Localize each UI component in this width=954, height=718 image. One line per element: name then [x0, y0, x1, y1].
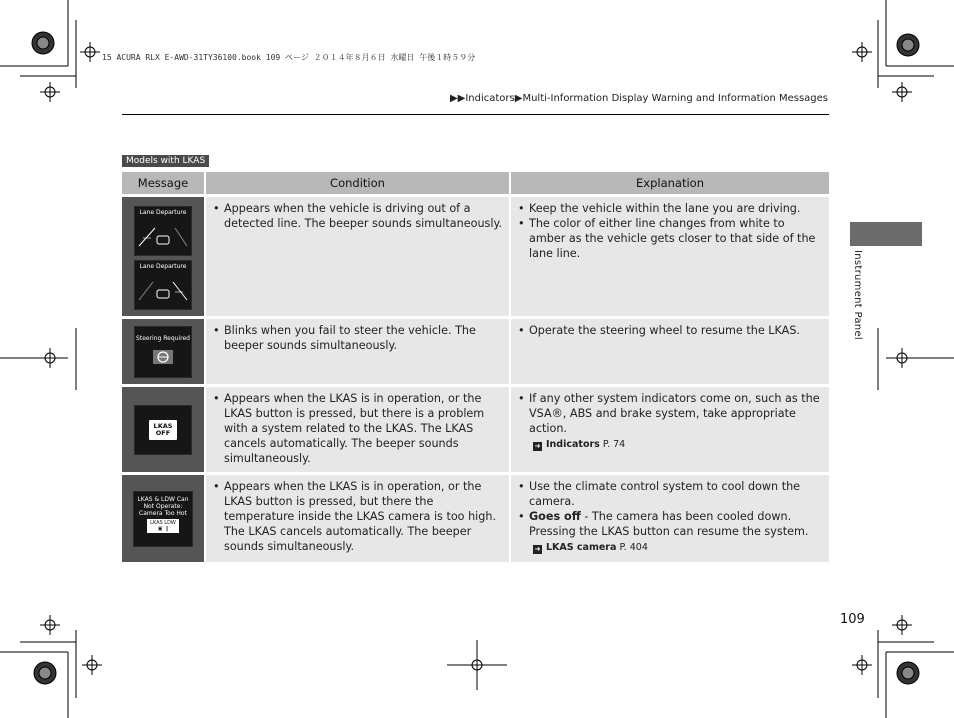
screen-text: Steering Required	[136, 334, 190, 342]
explanation-item: • The color of either line changes from white to amber as the vehicle gets closer to that side of the lane line.	[517, 216, 823, 261]
table-row	[122, 387, 829, 475]
explanation-cell	[511, 197, 829, 319]
table-row	[122, 319, 829, 387]
models-tag: Models with LKAS	[122, 155, 209, 167]
thermometer-icon: ‖	[165, 525, 169, 532]
reference-arrow-icon: ➜	[534, 442, 541, 450]
lkas-off-indicator: LKAS OFF	[149, 420, 178, 440]
condition-cell	[206, 387, 511, 475]
mini-label-lkas: LKAS	[150, 519, 163, 526]
explanation-cell	[511, 319, 829, 387]
explanation-cell	[511, 475, 829, 565]
message-cell	[122, 387, 206, 475]
goes-off-label: Goes off	[529, 510, 581, 523]
header-condition: Condition	[206, 172, 511, 197]
mini-label-ldw: LDW	[164, 519, 176, 526]
explanation-item: • If any other system indicators come on, such as the VSA®, ABS and brake system, take appropriate action.	[517, 391, 823, 436]
breadcrumb-indicators[interactable]: Indicators	[465, 93, 515, 104]
condition-cell	[206, 319, 511, 387]
reference-arrow-icon: ➜	[534, 545, 541, 553]
lane-departure-screen	[134, 206, 192, 256]
lkas-off-screen	[134, 405, 192, 455]
table-header-row	[122, 172, 829, 197]
explanation-item: • Use the climate control system to cool down the camera.	[517, 479, 823, 509]
goes-off-text: - The camera has been cooled down. Pressing the LKAS button can resume the system.	[529, 510, 809, 538]
breadcrumb-separator: ▶	[514, 93, 523, 104]
cross-reference[interactable]	[517, 540, 823, 555]
header-message: Message	[122, 172, 206, 197]
condition-item: • Appears when the LKAS is in operation, or the LKAS button is pressed, but there the temperature inside the LKAS camera is too high. The LKAS cancels automatically. The beeper sounds simultaneously.	[212, 479, 503, 554]
table-row	[122, 475, 829, 565]
screen-text: Lane Departure	[139, 208, 187, 216]
table-row	[122, 197, 829, 319]
breadcrumb-arrows: ▶▶	[449, 93, 466, 104]
steering-required-screen	[134, 326, 192, 378]
reference-label: LKAS camera	[546, 542, 617, 553]
section-label: Instrument Panel	[852, 250, 863, 340]
message-cell	[122, 197, 206, 319]
lane-departure-icon	[135, 270, 191, 308]
condition-item: • Appears when the LKAS is in operation, or the LKAS button is pressed, but there is a problem with a system related to the LKAS. The LKAS cancels automatically. The beeper sounds simultaneously.	[212, 391, 503, 466]
screen-text: LKAS & LDW Can Not Operate: Camera Too Hot	[137, 495, 189, 517]
screen-text: Lane Departure	[139, 262, 187, 270]
breadcrumb	[450, 93, 828, 104]
page-number: 109	[840, 612, 865, 627]
header-explanation: Explanation	[511, 172, 829, 197]
condition-cell	[206, 475, 511, 565]
header-rule	[122, 114, 829, 115]
explanation-item	[517, 509, 823, 539]
section-tab	[850, 222, 922, 246]
reference-label: Indicators	[546, 439, 600, 450]
print-header: 15 ACURA RLX E-AWD-31TY36100.book 109 ページ ２０１４年８月６日 水曜日 午後１時５９分	[102, 53, 476, 62]
condition-item: • Appears when the vehicle is driving out of a detected line. The beeper sounds simultaneously.	[212, 201, 503, 231]
reference-page: P. 74	[602, 439, 626, 450]
breadcrumb-current: Multi-Information Display Warning and Information Messages	[522, 93, 828, 104]
lkas-ldw-indicator	[147, 519, 179, 533]
lane-departure-icon	[135, 216, 191, 254]
message-cell	[122, 319, 206, 387]
lane-departure-screen-2	[134, 260, 192, 310]
reference-page: P. 404	[619, 542, 648, 553]
message-cell	[122, 475, 206, 565]
condition-cell	[206, 197, 511, 319]
explanation-item: • Operate the steering wheel to resume the LKAS.	[517, 323, 823, 338]
steering-wheel-icon	[135, 342, 191, 370]
camera-too-hot-screen	[133, 491, 193, 547]
cross-reference[interactable]	[517, 437, 823, 452]
messages-table	[122, 172, 829, 565]
explanation-item: • Keep the vehicle within the lane you are driving.	[517, 201, 823, 216]
explanation-cell	[511, 387, 829, 475]
camera-icon: ▣	[157, 525, 163, 532]
condition-item: • Blinks when you fail to steer the vehicle. The beeper sounds simultaneously.	[212, 323, 503, 353]
